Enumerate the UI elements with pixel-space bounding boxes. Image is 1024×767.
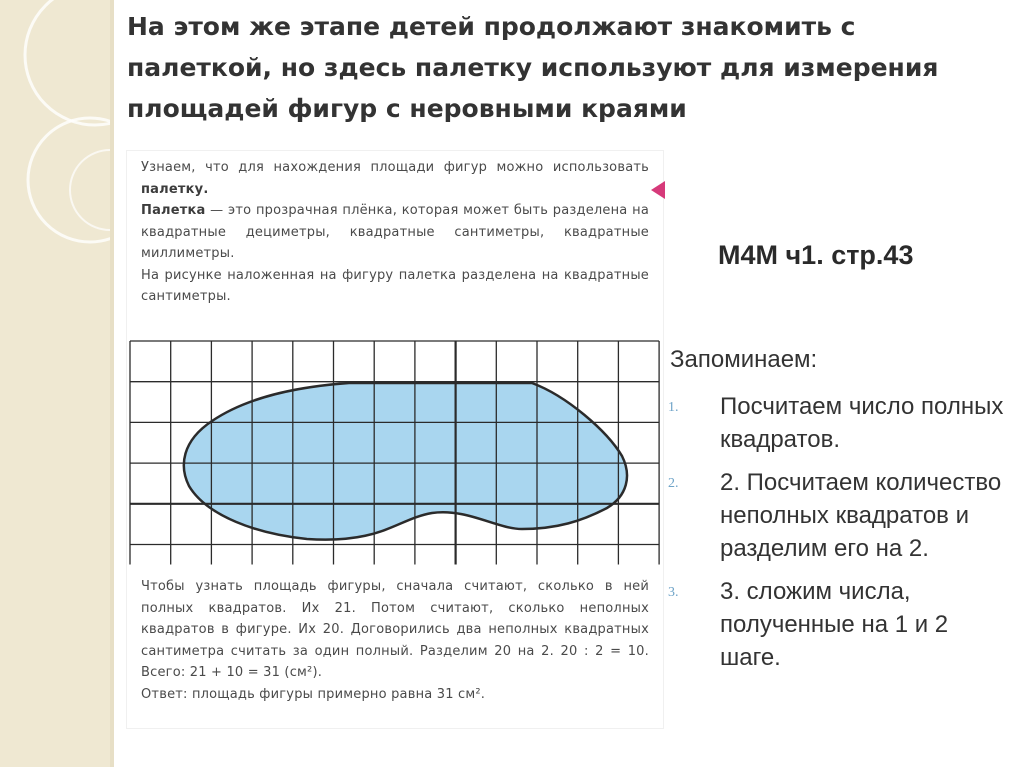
step-number: 1. — [668, 400, 679, 415]
step-number: 2. — [668, 476, 679, 491]
side-band-divider — [110, 0, 114, 767]
decorative-circles — [0, 0, 110, 767]
definition-paragraph — [141, 200, 649, 265]
definition-text: — это прозрачная плёнка, которая может быть разделена на квадратные дециметры, квадратные сантиметры, квадратные миллиметры. — [141, 203, 649, 261]
textbook-explanation — [141, 576, 649, 705]
list-item — [664, 390, 1004, 456]
answer-line: Ответ: площадь фигуры примерно равна 31 см². — [141, 686, 486, 702]
slide-title: На этом же этапе детей продолжают знакомить с палеткой, но здесь палетку используют для измерения площадей фигур с неровными краями — [127, 12, 939, 123]
textbook-intro — [141, 157, 649, 308]
explanation-paragraph: Чтобы узнать площадь фигуры, сначала считают, сколько в ней полных квадратов. Их 21. Потом считают, сколько неполных квадратов в фигуре. Их 20. Договорились два неполных квадратных сантиметра считать за один полный. Разделим 20 на 2. 20 : 2 = 10. Всего: 21 + 10 = 31 (см²). — [141, 579, 649, 680]
intro-term: палетку. — [141, 181, 209, 197]
step-text: Посчитаем число полных квадратов. — [720, 393, 1004, 453]
decorative-side-band — [0, 0, 110, 767]
intro-paragraph — [141, 157, 649, 200]
step-text: 2. Посчитаем количество неполных квадратов и разделим его на 2. — [720, 469, 1002, 562]
palette-grid-figure — [127, 336, 663, 572]
list-item — [664, 575, 1004, 674]
step-number: 3. — [668, 585, 679, 600]
figure-note: На рисунке наложенная на фигуру палетка разделена на квадратные сантиметры. — [141, 267, 649, 304]
definition-term: Палетка — [141, 203, 206, 218]
remember-heading: Запоминаем: — [670, 346, 818, 373]
step-text: 3. сложим числа, полученные на 1 и 2 шаге. — [720, 578, 949, 671]
steps-list — [664, 390, 1004, 684]
textbook-excerpt — [127, 151, 663, 728]
pink-triangle-marker-icon — [651, 181, 665, 199]
textbook-reference: М4М ч1. стр.43 — [718, 240, 914, 270]
irregular-figure — [184, 383, 627, 540]
intro-text: Узнаем, что для нахождения площади фигур можно использовать — [141, 160, 649, 175]
list-item — [664, 466, 1004, 565]
